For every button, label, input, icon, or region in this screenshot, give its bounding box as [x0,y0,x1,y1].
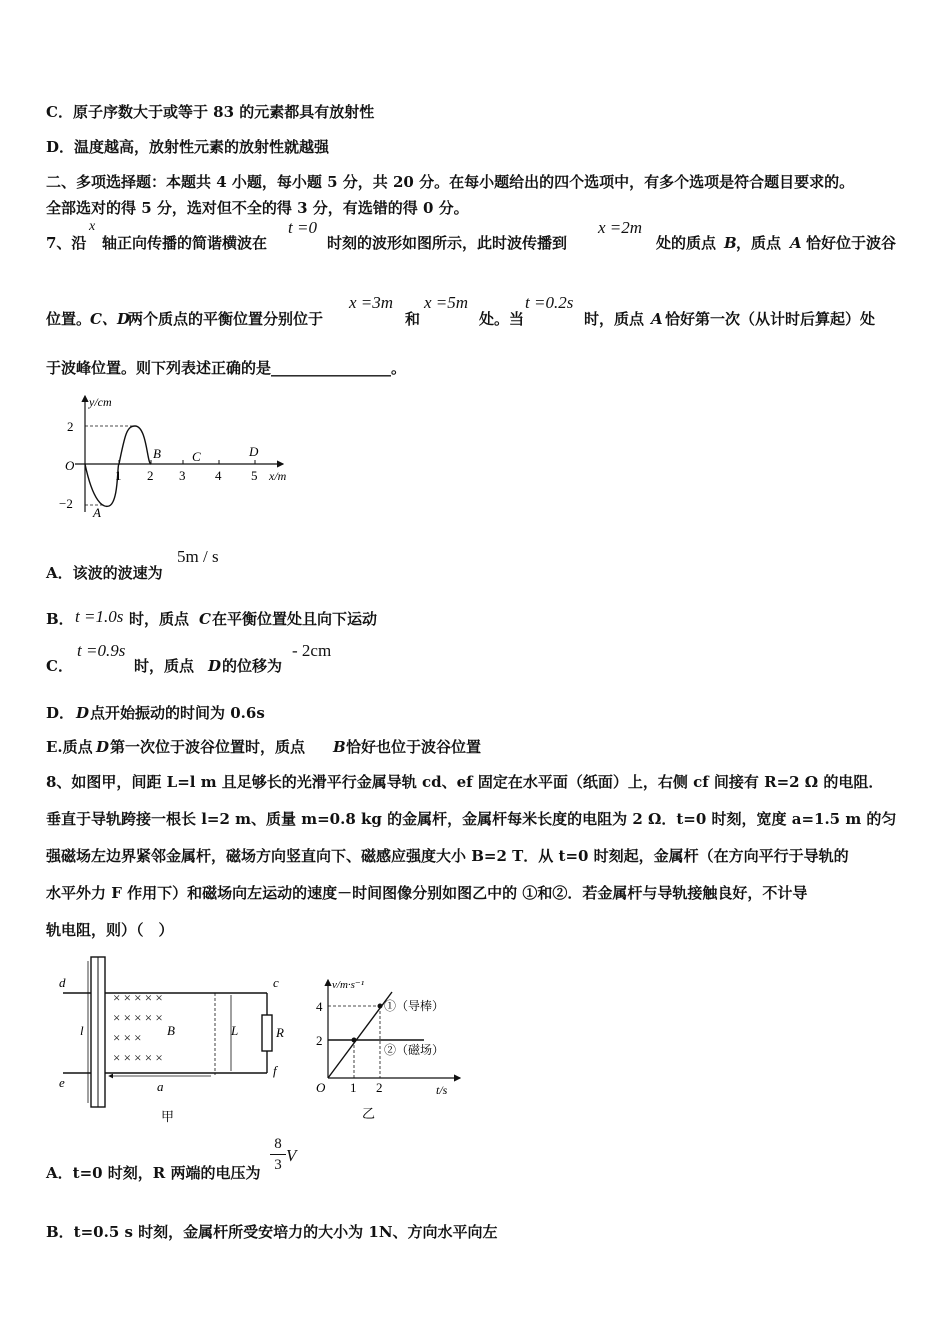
graph-label-1: ①（导棒） [384,999,445,1013]
wave-point-d: D [249,444,259,459]
math-t02: t =0.2s [525,293,574,312]
q8-line3: 强磁场左边界紧邻金属杆，磁场方向竖直向下、磁感应强度大小 B=2 T．从 t=0 时刻起，金属杆（在方向平行于导轨的 [46,847,849,865]
q7-option-b-text: 在平衡位置处且向下运动 [212,610,378,628]
fraction-denominator: 3 [274,1157,282,1173]
math-x2: x =2m [598,218,643,237]
q7-option-d-text: 点开始振动的时间为 0.6s [90,704,265,722]
math-x5: x =5m [424,293,469,312]
math-x: x [89,219,96,234]
q7-text: 处的质点 [656,234,717,252]
q7-option-e-point: B [333,738,346,756]
q7-point-a: A [790,234,802,252]
q8-option-a: A．t=0 时刻，R 两端的电压为 [46,1164,261,1182]
q6-option-d: D．温度越高，放射性元素的放射性就越强 [46,138,330,156]
wave-y-tick: −2 [59,496,73,511]
math-x3: x =3m [349,293,394,312]
graph-origin: O [316,1080,326,1095]
label-d: d [59,975,66,990]
wave-x-tick: 5 [251,468,258,483]
line-1-rod [328,992,392,1078]
graph-x-label: t/s [436,1083,448,1097]
q7-option-a-math: 5m / s [177,547,219,566]
wave-x-tick: 2 [147,468,154,483]
q7-option-d-point: D [76,704,90,722]
section2-header: 二、多项选择题：本题共 4 小题，每小题 5 分，共 20 分。在每小题给出的四个选项中，有多个选项是符合题目要求的。 [46,173,855,191]
q8-line4: 水平外力 F 作用下）和磁场向左运动的速度－时间图像分别如图乙中的 ①和②．若金属杆与导轨接触良好，不计导 [46,884,808,902]
point-intersection [352,1038,357,1043]
q7-text: 时，质点 [584,310,645,328]
q7-text: 两个质点的平衡位置分别位于 [128,310,324,328]
q7-option-c-math2: - 2cm [292,641,332,660]
label-R: R [276,1025,284,1040]
math-t0: t =0 [288,218,317,237]
q7-text: 时刻的波形如图所示，此时波传播到 [327,234,568,252]
label-e: e [59,1075,65,1090]
svg-text:× × × × ×: × × × × × [113,1050,163,1065]
wave-point-b: B [153,446,161,461]
wave-x-ticks [119,460,255,464]
q7-option-b-text: 时，质点 [129,610,190,628]
wave-point-c: C [192,449,201,464]
q7-option-b-label: B． [46,610,74,628]
q7-option-e-text: 恰好也位于波谷位置 [346,738,482,756]
q7-point-a: A [651,310,663,328]
q8-option-b: B．t=0.5 s 时刻，金属杆所受安培力的大小为 1N、方向水平向左 [46,1223,498,1241]
wave-curve [85,426,151,506]
velocity-graph [312,968,482,1128]
q7-option-e-label: E.质点 [46,738,93,756]
caption-yi: 乙 [362,1106,376,1121]
fraction-8-3 [270,1136,286,1173]
wave-x-label: x/m [269,469,287,483]
svg-text:× × ×: × × × [113,1030,142,1045]
resistor-r [262,1015,272,1051]
wave-figure [55,390,305,520]
graph-y-tick: 4 [316,999,323,1014]
q7-option-d-label: D． [46,704,75,722]
graph-y-tick: 2 [316,1033,323,1048]
label-L: L [231,1023,239,1038]
graph-x-tick: 1 [350,1080,357,1095]
q8-line5: 轨电阻，则）（ ） [46,921,174,939]
label-B: B [167,1023,175,1038]
point-rod-4 [378,1004,383,1009]
label-c: c [273,975,279,990]
field-crosses [113,990,163,1065]
q7-text: 恰好第一次（从计时后算起）处 [665,310,876,328]
q7-option-b-point: C [199,610,211,628]
q7-text: 轴正向传播的简谐横波在 [102,234,268,252]
caption-jia: 甲 [161,1109,175,1124]
label-f: f [273,1063,277,1078]
circuit-figure [55,955,305,1125]
q7-line3: 于波峰位置。则下列表述正确的是________________。 [46,359,407,377]
q7-point-b: B [724,234,737,252]
graph-x-tick: 2 [376,1080,383,1095]
wave-y-label: y/cm [89,395,112,409]
q7-option-e-point: D [96,738,110,756]
fraction-numerator: 8 [274,1136,282,1152]
q7-option-c-text: 的位移为 [222,657,283,675]
q7-option-c-math: t =0.9s [77,641,126,660]
q7-option-c-label: C． [46,657,73,675]
graph-label-2: ②（磁场） [384,1043,445,1057]
q7-text: 位置。 [46,310,92,328]
q7-text: 7、沿 [46,234,87,252]
graph-y-label: v/m·s⁻¹ [332,979,365,991]
wave-x-tick: 4 [215,468,222,483]
q7-option-a: A．该波的波速为 [46,564,163,582]
wave-x-tick: 3 [179,468,186,483]
wave-x-tick: 1 [115,468,122,483]
q7-option-b-math: t =1.0s [75,607,124,626]
q6-option-c: C．原子序数大于或等于 83 的元素都具有放射性 [46,103,375,121]
q7-text: 和 [405,310,421,328]
q7-option-c-text: 时，质点 [134,657,195,675]
wave-y-tick: 2 [67,419,74,434]
q7-points-cd: C、D [90,310,130,328]
q8-line2: 垂直于导轨跨接一根长 l=2 m、质量 m=0.8 kg 的金属杆，金属杆每米长度的电阻为 2 Ω．t=0 时刻，宽度 a=1.5 m 的匀 [46,810,897,828]
svg-text:× × × × ×: × × × × × [113,1010,163,1025]
label-a: a [157,1079,164,1094]
q7-text: 处。当 [479,310,525,328]
q7-option-c-point: D [208,657,222,675]
wave-origin: O [65,458,75,473]
svg-text:× × × × ×: × × × × × [113,990,163,1005]
q7-text: 恰好位于波谷 [806,234,897,252]
q7-text: ，质点 [736,234,782,252]
q8-line1: 8、如图甲，间距 L=l m 且足够长的光滑平行金属导轨 cd、ef 固定在水平面（纸面）上，右侧 cf 间接有 R=2 Ω 的电阻． [46,773,884,791]
wave-point-a: A [93,505,101,520]
section2-note: 全部选对的得 5 分，选对但不全的得 3 分，有选错的得 0 分。 [46,199,469,217]
fraction-unit: V [286,1146,297,1165]
q7-option-e-text: 第一次位于波谷位置时，质点 [110,738,306,756]
label-l: l [80,1023,84,1038]
